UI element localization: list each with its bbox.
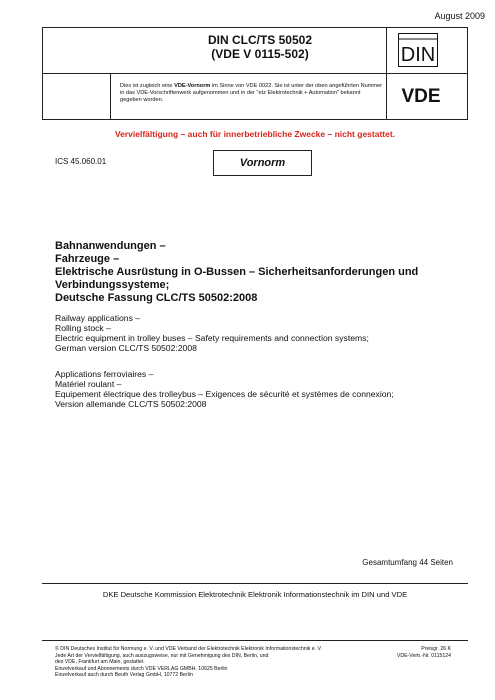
footer-line: © DIN Deutsches Institut für Normung e. V. und VDE Verband der Elektrotechnik Elektronik Informationstechnik e. V. [55, 646, 322, 652]
title-german [55, 240, 460, 305]
footer-line: Einzelverkauf und Abonnements durch VDE VERLAG GMBH, 10625 Berlin [55, 665, 228, 672]
order-number: VDE-Vertr.-Nr. 0115124 [396, 652, 451, 659]
title-english [55, 313, 465, 353]
header-right-divider [386, 27, 387, 120]
vde-note [120, 83, 382, 104]
title-en-line: German version CLC/TS 50502:2008 [55, 343, 197, 353]
title-french [55, 369, 465, 409]
title-en-line: Electric equipment in trolley buses – Safety requirements and connection systems; [55, 333, 369, 343]
copy-warning: Vervielfältigung – auch für innerbetriebliche Zwecke – nicht gestattet. [114, 129, 396, 139]
title-fr-line: Version allemande CLC/TS 50502:2008 [55, 399, 207, 409]
title-en-line: Railway applications – [55, 313, 141, 323]
note-bold: VDE-Vornorm [174, 83, 211, 89]
title-de-line: Deutsche Fassung CLC/TS 50502:2008 [55, 292, 258, 304]
footer-price-info [397, 646, 451, 659]
vde-logo-text: VDE [401, 86, 441, 106]
footer-line: Einzelverkauf auch durch Beuth Verlag GmbH, 10772 Berlin [55, 672, 193, 679]
publication-date: August 2009 [434, 11, 485, 21]
dke-divider [42, 583, 468, 584]
price-group: Preisgr. 26 K [421, 646, 451, 652]
standard-number: DIN CLC/TS 50502 [207, 33, 313, 47]
din-logo-text: DIN [400, 44, 436, 66]
title-de-line: Elektrische Ausrüstung in O-Bussen – Sicherheitsanforderungen und [55, 266, 419, 278]
status-badge: Vornorm [213, 150, 312, 176]
din-logo-icon [398, 33, 438, 67]
ics-code: ICS 45.060.01 [55, 157, 107, 166]
total-pages: Gesamtumfang 44 Seiten [362, 558, 453, 567]
header-left-divider [110, 73, 111, 120]
title-fr-line: Matériel roulant – [55, 379, 122, 389]
title-fr-line: Equipement électrique des trolleybus – Exigences de sécurité et systèmes de connexion; [55, 389, 394, 399]
note-rest: im Sinne von VDE 0022. Sie ist unter der oben angeführten Nummer in das VDE-Vorschriftenwerk aufgenommen und in der "etz Elektrotechnik + Automation" bekannt gegeben worden. [120, 83, 383, 103]
footer-divider [42, 640, 468, 641]
title-de-line: Fahrzeuge – [55, 253, 120, 265]
standard-title [150, 33, 370, 61]
header-divider [42, 73, 468, 74]
footer-copyright [55, 646, 385, 679]
dke-line: DKE Deutsche Kommission Elektrotechnik Elektronik Informationstechnik im DIN und VDE [102, 590, 408, 599]
title-de-line: Verbindungssysteme; [55, 279, 170, 291]
title-en-line: Rolling stock – [55, 323, 111, 333]
footer-line: des VDE, Frankfurt am Main, gestattet. [55, 659, 145, 666]
footer-line: Jede Art der Vervielfältigung, auch auszugsweise, nur mit Genehmigung des DIN, Berlin, und [55, 652, 269, 659]
vde-logo-icon [388, 84, 454, 106]
title-fr-line: Applications ferroviaires – [55, 369, 154, 379]
title-de-line: Bahnanwendungen – [55, 240, 166, 252]
vde-number: (VDE V 0115-502) [211, 47, 309, 61]
note-prefix: Dies ist zugleich eine [120, 83, 175, 89]
